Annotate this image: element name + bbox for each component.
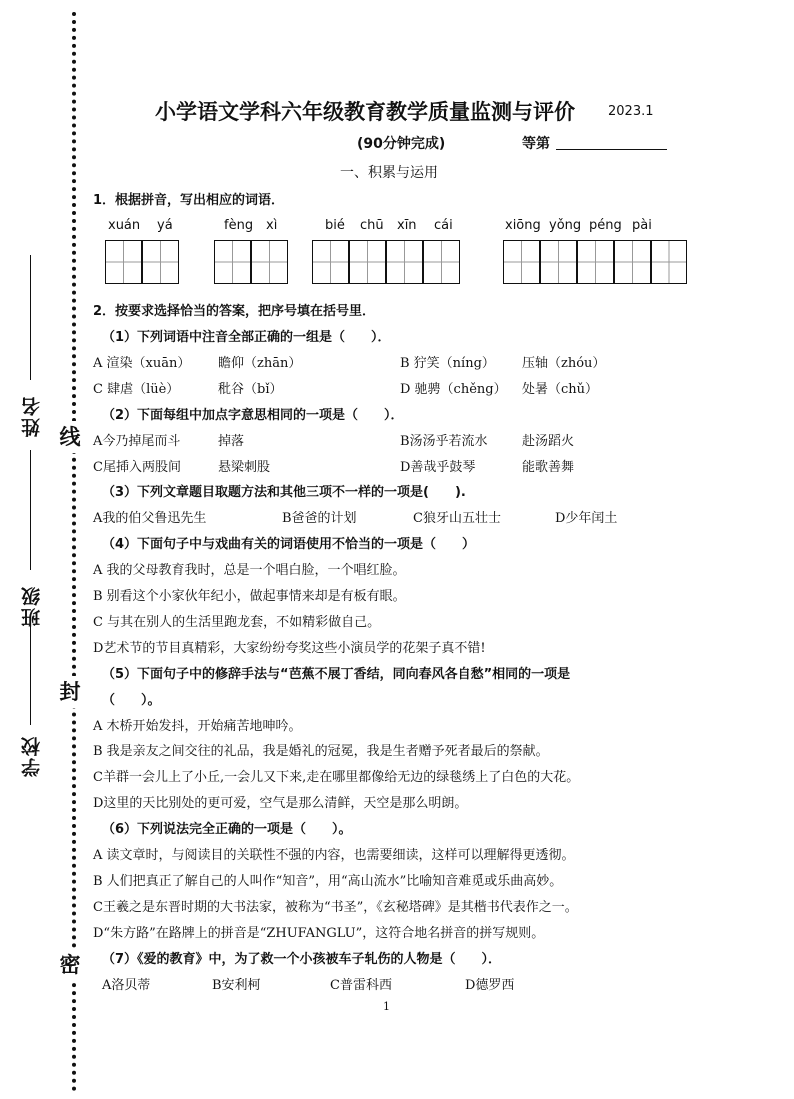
answer-option: A 木桥开始发抖，开始痛苦地呻吟。 — [93, 718, 302, 734]
answer-option: B 狞笑（níng） — [400, 355, 495, 371]
pinyin: xīn — [397, 218, 417, 233]
answer-option: A 读文章时，与阅读目的关联性不强的内容，也需要细读，这样可以理解得更透彻。 — [93, 848, 575, 863]
writing-box[interactable] — [386, 240, 423, 284]
page-title: 小学语文学科六年级教育教学质量监测与评价 — [155, 100, 575, 124]
answer-option: B 我是亲友之间交往的礼品，我是婚礼的冠冕，我是生者赠予死者最后的祭献。 — [93, 744, 549, 760]
seal-feng-mark: 封 — [54, 676, 86, 708]
sub-question: （5）下面句子中的修辞手法与“芭蕉不展丁香结，同向春风各自愁”相同的一项是 — [102, 666, 571, 682]
answer-option: A 渲染（xuān） — [93, 355, 191, 371]
answer-option: C尾揷入两股间 — [93, 459, 181, 475]
sub-question: （ ）。 — [102, 692, 161, 708]
grade-label: 等第 — [522, 136, 550, 152]
name-label: 姓名 — [21, 395, 43, 437]
pinyin: péng — [589, 218, 622, 233]
name-blank — [30, 255, 31, 380]
writing-box[interactable] — [349, 240, 386, 284]
writing-box[interactable] — [423, 240, 460, 284]
answer-option: 掉落 — [218, 433, 245, 449]
pinyin: xì — [266, 218, 278, 233]
answer-option: C普雷科西 — [330, 977, 392, 993]
writing-box[interactable] — [251, 240, 288, 284]
sub-question: （1）下列词语中注音全部正确的一组是（ ）． — [102, 330, 391, 345]
writing-box[interactable] — [577, 240, 614, 284]
answer-option: B汤汤乎若流水 — [400, 433, 488, 449]
class-blank — [30, 450, 31, 570]
writing-box[interactable] — [614, 240, 651, 284]
answer-option: 压轴（zhóu） — [522, 355, 606, 371]
sub-question: （7）《爱的教育》中，为了救一个小孩被车子轧伤的人物是（ ）． — [102, 951, 502, 967]
answer-option: 悬梁刺股 — [218, 459, 271, 475]
sub-question: （3）下列文章题目取题方法和其他三项不一样的一项是( ). — [102, 485, 466, 501]
pinyin: cái — [434, 218, 453, 233]
answer-option: 秕谷（bǐ） — [218, 381, 283, 397]
writing-box[interactable] — [312, 240, 349, 284]
section-title: 一、积累与运用 — [340, 165, 438, 181]
school-label: 学校 — [21, 735, 43, 777]
answer-option: 瞻仰（zhān） — [218, 355, 302, 371]
pinyin: chū — [360, 218, 384, 233]
sub-question: （2）下面每组中加点字意思相同的一项是（ ）． — [102, 407, 404, 423]
pinyin: xiōng — [505, 218, 541, 233]
answer-option: D德罗西 — [465, 977, 515, 993]
pinyin: yá — [157, 218, 173, 233]
seal-mi-mark: 密 — [54, 949, 86, 981]
question-2: 2．按要求选择恰当的答案，把序号填在括号里． — [93, 304, 376, 319]
seal-line-mark: 线 — [54, 421, 86, 453]
answer-option: C羊群一会儿上了小丘,一会儿又下来,走在哪里都像给无边的绿毯绣上了白色的大花。 — [93, 770, 580, 786]
writing-box[interactable] — [105, 240, 142, 284]
answer-option: 处暑（chǔ） — [522, 381, 599, 397]
writing-box[interactable] — [651, 240, 687, 284]
grade-blank[interactable] — [556, 149, 667, 150]
answer-option: C王羲之是东晋时期的大书法家，被称为“书圣”，《玄秘塔碑》是其楷书代表作之一。 — [93, 899, 578, 915]
pinyin: pài — [632, 218, 652, 233]
answer-option: C 与其在别人的生活里跑龙套，不如精彩做自己。 — [93, 614, 381, 630]
answer-option: B 人们把真正了解自己的人叫作“知音”，用“高山流水”比喻知音难觅或乐曲高妙。 — [93, 873, 563, 889]
writing-box[interactable] — [540, 240, 577, 284]
answer-option: D善哉乎鼓琴 — [400, 459, 476, 475]
class-label: 班级 — [21, 585, 43, 627]
writing-box[interactable] — [503, 240, 540, 284]
answer-option: D少年闰土 — [555, 511, 618, 527]
page-number: 1 — [383, 1000, 390, 1013]
answer-option: A 我的父母教育我时，总是一个唱白脸，一个唱红脸。 — [93, 563, 406, 579]
sub-question: （4）下面句子中与戏曲有关的词语使用不恰当的一项是（ ） — [102, 537, 476, 553]
duration-note: (90分钟完成) — [357, 136, 446, 152]
answer-option: D艺术节的节目真精彩，大家纷纷夸奖这些小演员学的花架子真不错! — [93, 640, 486, 656]
writing-box[interactable] — [142, 240, 179, 284]
answer-option: B安利柯 — [212, 977, 261, 993]
pinyin: yǒng — [549, 218, 582, 233]
writing-box[interactable] — [214, 240, 251, 284]
exam-date: 2023.1 — [608, 104, 654, 119]
answer-option: A洛贝蒂 — [102, 977, 151, 993]
answer-option: D“朱方路”在路牌上的拼音是“ZHUFANGLU”，这符合地名拼音的拼写规则。 — [93, 925, 545, 941]
binding-dotted-line — [72, 12, 76, 1092]
pinyin: fèng — [224, 218, 254, 233]
school-blank — [30, 625, 31, 725]
answer-option: 能歌善舞 — [522, 459, 575, 475]
answer-option: B 别看这个小家伙年纪小，做起事情来却是有板有眼。 — [93, 589, 406, 604]
answer-option: D 驰骋（chěng） — [400, 381, 507, 397]
answer-option: C 肆虐（lüè） — [93, 381, 180, 397]
question-1: 1．根据拼音，写出相应的词语． — [93, 193, 285, 208]
pinyin: xuán — [108, 218, 141, 233]
answer-option: A我的伯父鲁迅先生 — [93, 511, 207, 527]
answer-option: 赴汤蹈火 — [522, 433, 575, 449]
pinyin: bié — [325, 218, 345, 233]
answer-option: A今乃掉尾而斗 — [93, 433, 181, 449]
answer-option: B爸爸的计划 — [282, 511, 357, 527]
answer-option: C狼牙山五壮士 — [413, 511, 501, 527]
answer-option: D这里的天比别处的更可爱，空气是那么清鲜，天空是那么明朗。 — [93, 796, 468, 812]
sub-question: （6）下列说法完全正确的一项是（ ）。 — [102, 822, 352, 838]
